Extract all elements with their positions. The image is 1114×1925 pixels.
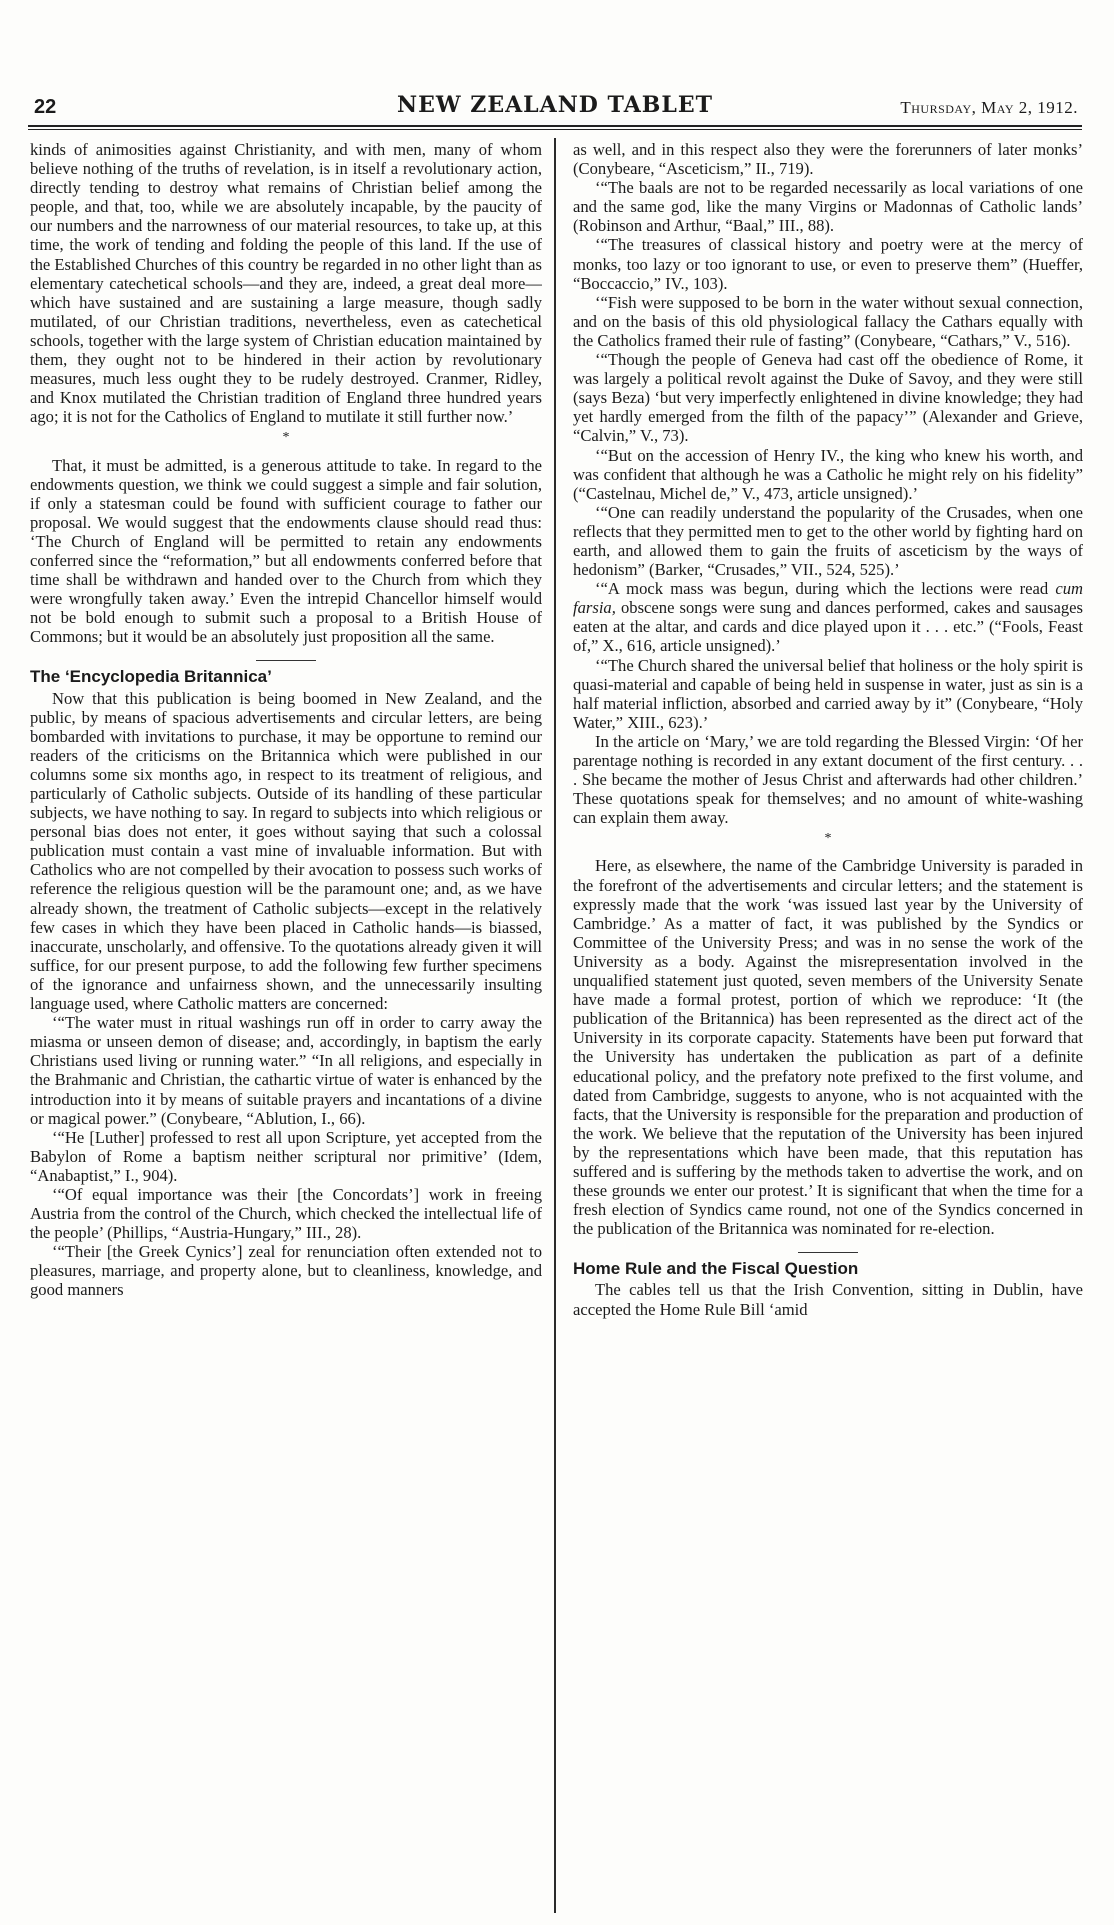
right-column bbox=[573, 140, 1083, 1910]
quotation: ‘“The treasures of classical history and poetry were at the mercy of monks, too lazy or too ignorant to use, or even to preserve them” (Hueffer, “Boccaccio,” IV., 103). bbox=[573, 235, 1083, 293]
page-header bbox=[28, 92, 1082, 122]
section-star: * bbox=[282, 430, 290, 446]
paragraph: Now that this publication is being boomed in New Zealand, and the public, by means of spacious advertisements and circular letters, are being bombarded with invitations to purchase, it may be opportune to remind our readers of the criticisms on the Britannica which were published in our columns some six months ago, in respect to its treatment of religious, and particularly of Catholic subjects. Outside of its handling of these particular subjects, we have nothing to say. In regard to subjects into which religious or personal bias does not enter, it goes without saying that such a colossal publication must contain a vast mine of invaluable information. But with Catholics who are not compelled by their avocation to possess such works of reference the religious question will be the paramount one; and, as we have already shown, the treatment of Catholic subjects—except in the relatively few cases in which they have been placed in Catholic hands—is biassed, inaccurate, unscholarly, and offensive. To the quotations already given it will suffice, for our present purpose, to add the following few further specimens of the ignorance and unfairness shown, and the unnecessarily insulting language used, where Catholic matters are concerned: bbox=[30, 688, 542, 1014]
paragraph: kinds of animosities against Christianity, and with men, many of whom believe nothing of the truths of revelation, is in itself a revolutionary action, directly tending to destroy what remains of Christian belief among the people, and that, too, while we are absolutely incapable, by the paucity of our numbers and the narrowness of our material resources, to take up, at this time, the work of tending and folding the people of this land. If the use of the Established Churches of this country be regarded in no other light than as elementary catechetical schools—and they are, indeed, a great deal more—which have sustained and are sustaining a large measure, though sadly mutilated, of our Christian traditions, nevertheless, even as catechetical schools, together with the large system of Christian education maintained by them, they ought not to be hindered in their action by revolutionary measures, much less ought they to be rudely destroyed. Cranmer, Ridley, and Knox mutilated the Christian tradition of England three hundred years ago; it is not for the Catholics of England to mutilate it still further now.’ bbox=[30, 140, 542, 427]
issue-date: Thursday, May 2, 1912. bbox=[900, 98, 1078, 117]
paragraph: as well, and in this respect also they were the forerunners of later monks’ (Conybeare, “Asceticism,” II., 719). bbox=[573, 140, 1083, 179]
section-heading: The ‘Encyclopedia Britannica’ bbox=[30, 667, 272, 687]
quotation: ‘“One can readily understand the popularity of the Crusades, when one reflects that they permitted men to get to the other world by fighting hard on earth, and allowed them to gain the fruits of asceticism by the ways of hedonism” (Barker, “Crusades,” VII., 524, 525).’ bbox=[573, 502, 1083, 580]
paragraph: The cables tell us that the Irish Convention, sitting in Dublin, have accepted the Home Rule Bill ‘amid bbox=[573, 1280, 1083, 1319]
section-heading: Home Rule and the Fiscal Question bbox=[573, 1259, 859, 1279]
quotation-text: ‘“A mock mass was begun, during which the lections were read bbox=[595, 579, 1049, 599]
latin-phrase: cum farsia, bbox=[573, 579, 1083, 618]
quotation-text: obscene songs were sung and dances performed, cakes and sausages eaten at the altar, and cards and dice played upon it . . . etc.” (“Fools, Feast of,” X., 616, article unsigned).’ bbox=[573, 598, 1083, 656]
section-divider bbox=[798, 1252, 858, 1253]
page-number: 22 bbox=[34, 96, 57, 118]
paragraph: That, it must be admitted, is a generous attitude to take. In regard to the endowments question, we think we could suggest a simple and fair solution, if only a statesman could be found with sufficient courage to father our proposal. We would suggest that the endowments clause should read thus: ‘The Church of England will be permitted to retain any endowments conferred since the “reformation,” but all endowments conferred before that time shall be withdrawn and handed over to the Church from which they were wrongfully taken away.’ Even the intrepid Chancellor himself would not be bold enough to submit such a proposal to a British House of Commons; but it would be an absolutely just proposition all the same. bbox=[30, 455, 542, 647]
section-star: * bbox=[824, 831, 832, 847]
header-rule-thin bbox=[28, 129, 1082, 130]
quotation: ‘“The Church shared the universal belief that holiness or the holy spirit is quasi-material and capable of being held in suspense in water, just as sin is a half material infliction, absorbed and carried away by it” (Conybeare, “Holy Water,” XIII., 623).’ bbox=[573, 655, 1083, 732]
quotation: ‘“The water must in ritual washings run off in order to carry away the miasma or unseen demon of disease; and, accordingly, in baptism the early Christians used living or running water.” “In all religions, and especially in the Brahmanic and Christian, the cathartic virtue of water is enhanced by the introduction into it by means of suitable prayers and incantations of a divine or magical power.” (Conybeare, “Ablution, I., 66). bbox=[30, 1013, 542, 1128]
quotation: ‘“He [Luther] professed to rest all upon Scripture, yet accepted from the Babylon of Rome a baptism neither scriptural nor primitive’ (Idem, “Anabaptist,” I., 904). bbox=[30, 1127, 542, 1185]
quotation: ‘“Of equal importance was their [the Concordats’] work in freeing Austria from the control of the Church, which checked the intellectual life of the people’ (Phillips, “Austria-Hungary,” III., 28). bbox=[30, 1184, 542, 1243]
quotation: ‘“The baals are not to be regarded necessarily as local variations of one and the same god, like the many Virgins or Madonnas of Catholic lands’ (Robinson and Arthur, “Baal,” III., 88). bbox=[573, 178, 1083, 236]
paragraph: Here, as elsewhere, the name of the Cambridge University is paraded in the forefront of the advertisements and circular letters; and the statement is expressly made that the work ‘was issued last year by the University of Cambridge.’ As a matter of fact, it was published by the Syndics or Committee of the University Press; and was in no sense the work of the University as a body. Against the misrepresentation involved in the unqualified statement just quoted, seven members of the University Senate have made a formal protest, portion of which we reproduce: ‘It (the publication of the Britannica) has been represented as the direct act of the University in its corporate capacity. Statements have been put forward that the University has undertaken the publication as part of a definite educational policy, and the prefatory note prefixed to the first volume, and dated from Cambridge, suggests to anyone, who is not acquainted with the facts, that the University is responsible for the preparation and production of the work. We believe that the reputation of the University has been injured by the representations which have been made, that this reputation has suffered and is suffering by the methods taken to advertise the work, and on these grounds we enter our protest.’ It is significant that when the time for a fresh election of Syndics came round, not one of the Syndics concerned in the publication of the Britannica was nominated for re-election. bbox=[573, 856, 1083, 1239]
paragraph: In the article on ‘Mary,’ we are told regarding the Blessed Virgin: ‘Of her parentage nothing is recorded in any extant document of the first century. . . . She became the mother of Jesus Christ and afterwards had other children.’ These quotations speak for themselves; and no amount of white-washing can explain them away. bbox=[573, 731, 1083, 828]
quotation bbox=[573, 579, 1083, 655]
quotation: ‘“But on the accession of Henry IV., the king who knew his worth, and was confident that although he was a Catholic he might rely on his fidelity” (“Castelnau, Michel de,” V., 473, article unsigned).’ bbox=[573, 445, 1083, 503]
quotation: ‘“Though the people of Geneva had cast off the obedience of Rome, it was largely a political revolt against the Duke of Savoy, and they were still (says Beza) ‘but very imperfectly enlightened in divine knowledge; they had yet hardly emerged from the filth of the papacy’” (Alexander and Grieve, “Calvin,” V., 73). bbox=[573, 350, 1083, 446]
column-divider bbox=[554, 138, 556, 1913]
header-rule bbox=[28, 125, 1082, 127]
masthead-title: NEW ZEALAND TABLET bbox=[397, 92, 713, 118]
quotation: ‘“Their [the Greek Cynics’] zeal for renunciation often extended not to pleasures, marriage, and property alone, but to cleanliness, knowledge, and good manners bbox=[30, 1242, 542, 1300]
quotation: ‘“Fish were supposed to be born in the water without sexual connection, and on the basis of this old physiological fallacy the Cathars equally with the Catholics framed their rule of fasting” (Conybeare, “Cathars,” V., 516). bbox=[573, 292, 1083, 350]
section-divider bbox=[256, 660, 316, 661]
left-column bbox=[30, 140, 542, 1910]
